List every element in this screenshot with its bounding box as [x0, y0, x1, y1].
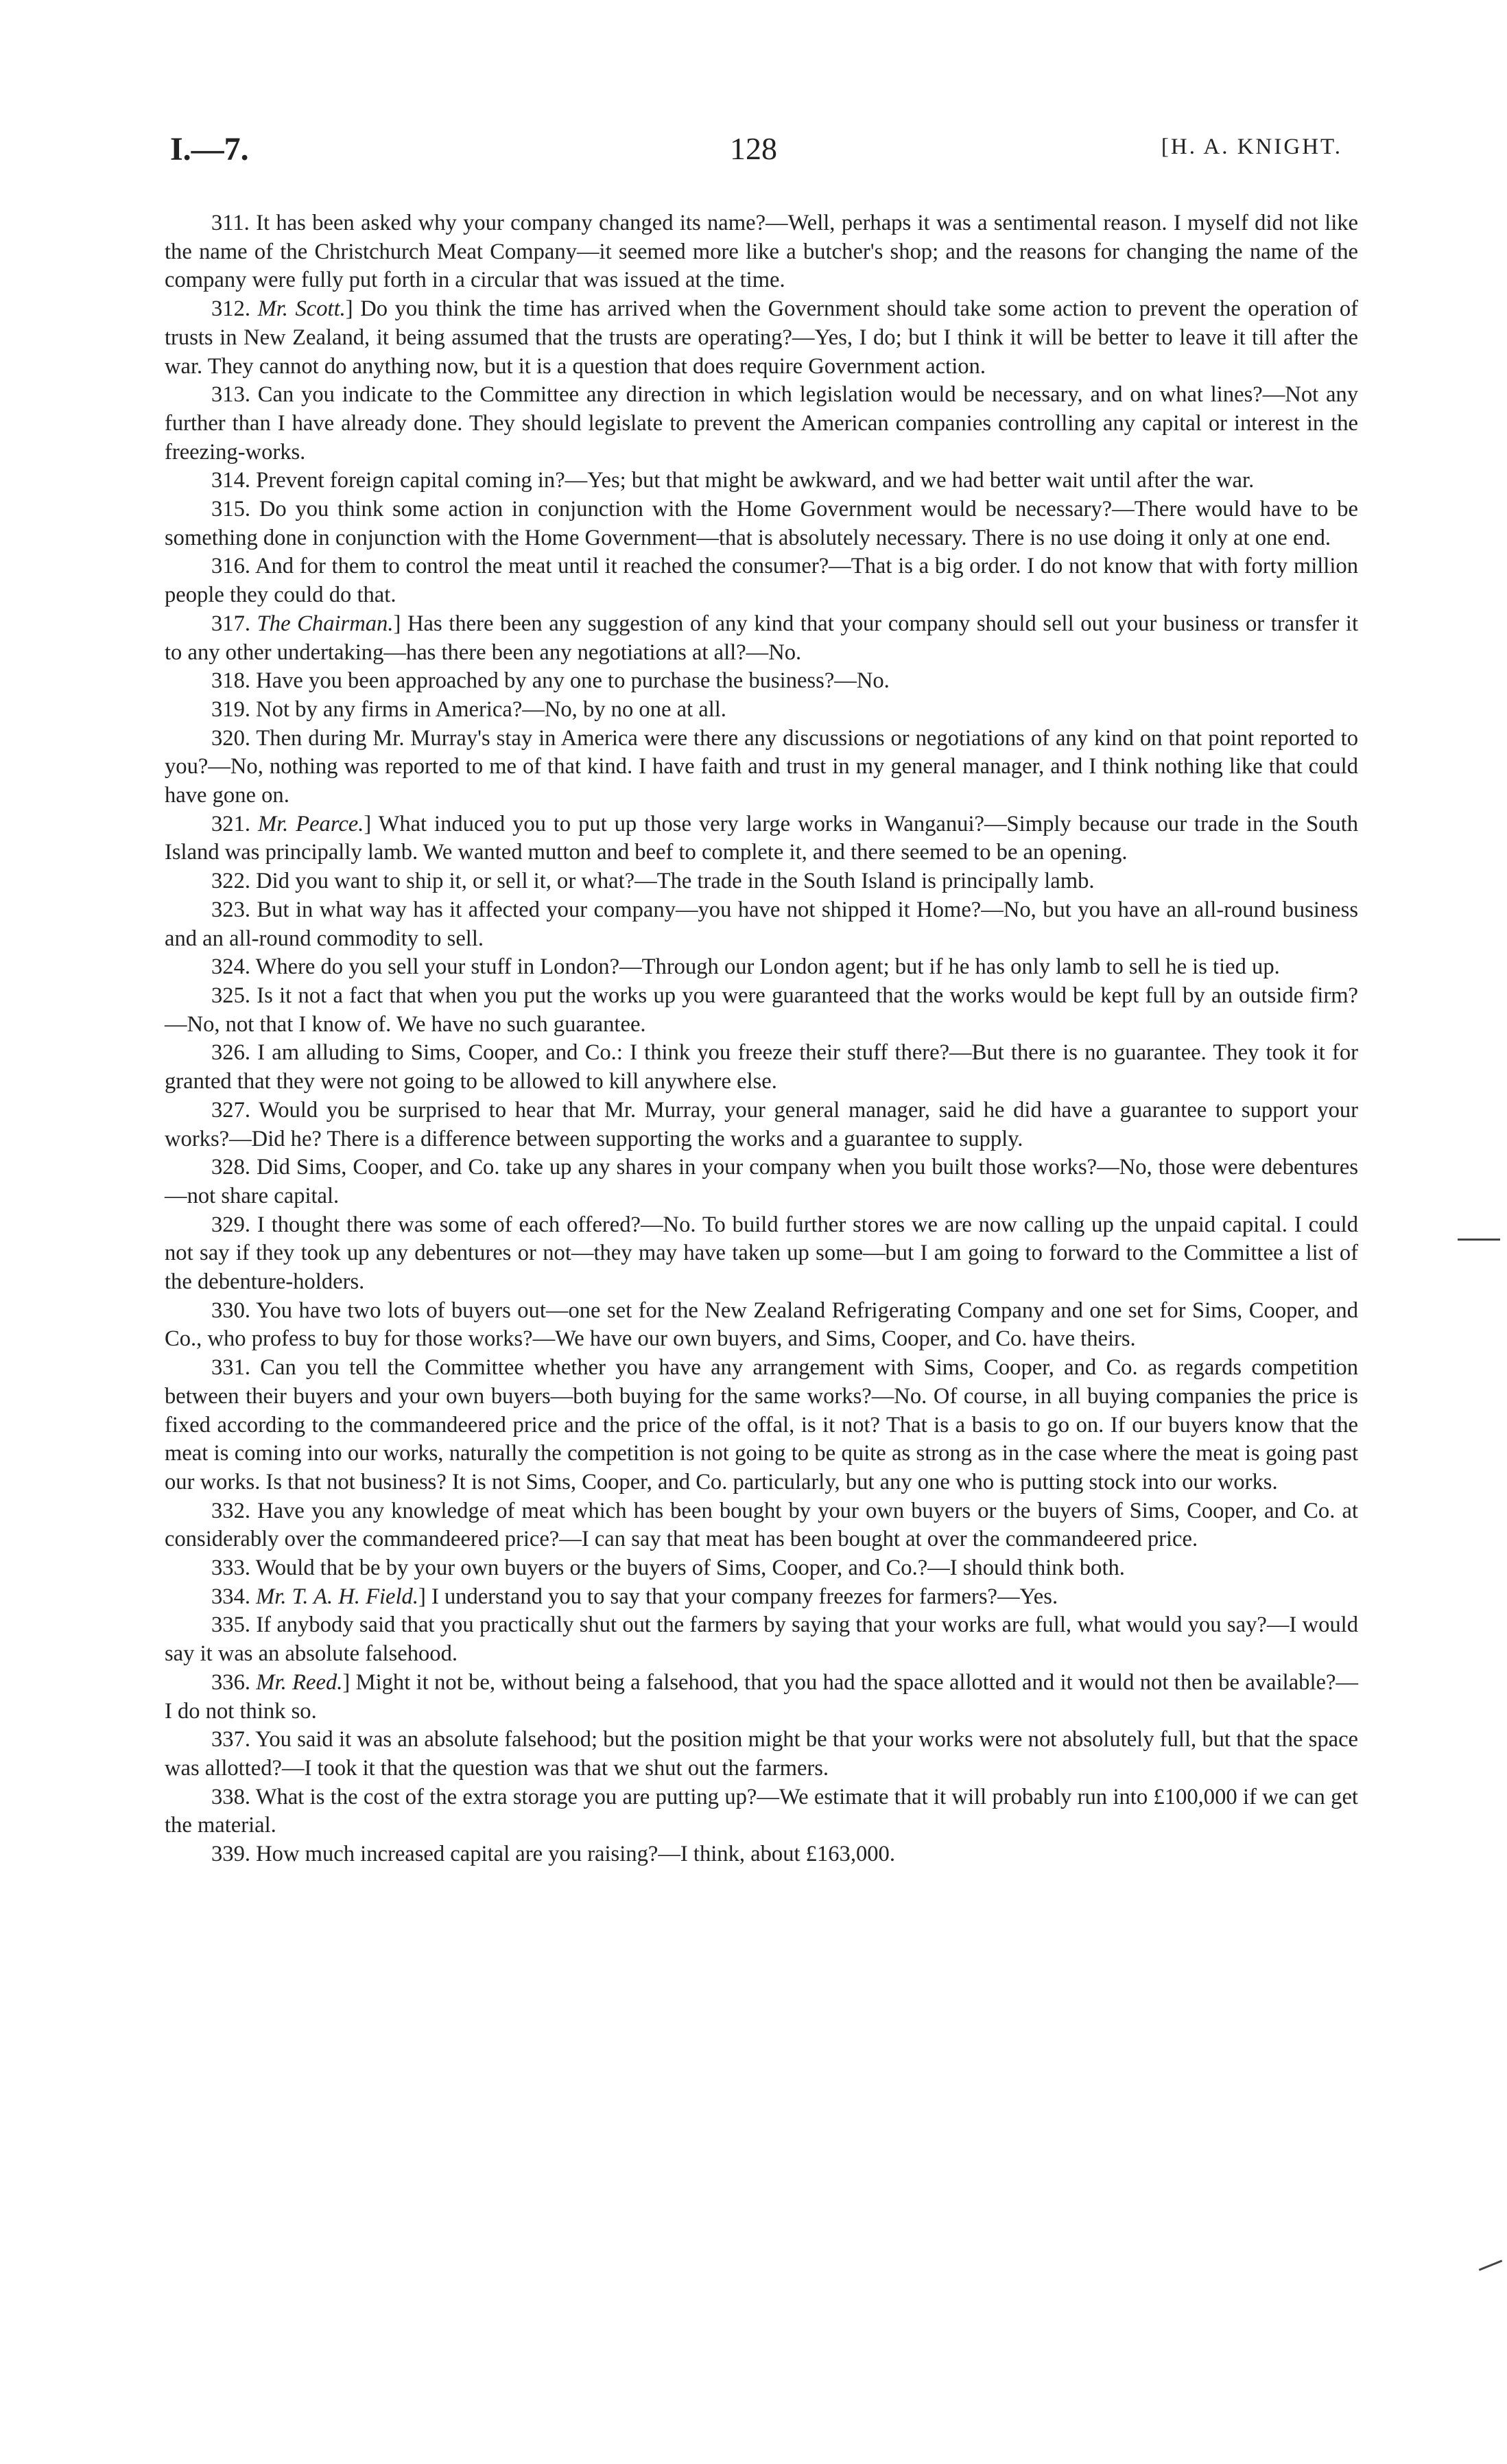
paragraph-321 [165, 810, 1358, 867]
paragraph-body: ] Has there been any suggestion of any kind that your company should sell out your business or transfer it to any other undertaking—has there been any negotiations at all?—No. [165, 611, 1358, 665]
paragraph-323: 323. But in what way has it affected your company—you have not shipped it Home?—No, but you have an all-round business and an all-round commodity to sell. [165, 897, 1358, 951]
paragraph-336 [165, 1669, 1358, 1726]
paragraph-326: 326. I am alluding to Sims, Cooper, and Co.: I think you freeze their stuff there?—But there is no guarantee. They took it for granted that they were not going to be allowed to kill anywhere else. [165, 1040, 1358, 1094]
paragraph-313: 313. Can you indicate to the Committee any direction in which legislation would be necessary, and on what lines?—Not any further than I have already done. They should legislate to prevent the American companies controlling any capital or interest in the freezing-works. [165, 382, 1358, 465]
paragraph-339: 339. How much increased capital are you raising?—I think, about £163,000. [211, 1842, 895, 1867]
question-number: 317. [211, 611, 251, 636]
paragraph-329: 329. I thought there was some of each offered?—No. To build further stores we are now calling up the unpaid capital. I could not say if they took up any debentures or not—they may have taken up some—but I am going to forward to the Committee a list of the debenture-holders. [165, 1212, 1358, 1295]
page-header [165, 130, 1342, 172]
paragraph-324: 324. Where do you sell your stuff in London?—Through our London agent; but if he has only lamb to sell he is tied up. [211, 954, 1280, 980]
paragraph-335: 335. If anybody said that you practically shut out the farmers by saying that your works are full, what would you say?—I would say it was an absolute falsehood. [165, 1612, 1358, 1667]
paragraph-332: 332. Have you any knowledge of meat which has been bought by your own buyers or the buyers of Sims, Cooper, and Co. at considerably over the commandeered price?—I can say that meat has been bought at over the commandeered price. [165, 1498, 1358, 1552]
speaker-name: Mr. T. A. H. Field. [256, 1584, 418, 1609]
paragraph-311: 311. It has been asked why your company changed its name?—Well, perhaps it was a sentimental reason. I myself did not like the name of the Christchurch Meat Company—it seemed more like a butcher's shop; and the reasons for changing the name of the company were fully put forth in a circular that was issued at the time. [165, 211, 1358, 293]
paragraph-317 [165, 610, 1358, 667]
question-number: 312. [211, 296, 251, 322]
paragraph-333: 333. Would that be by your own buyers or the buyers of Sims, Cooper, and Co.?—I should think both. [211, 1556, 1125, 1581]
paragraph-330: 330. You have two lots of buyers out—one set for the New Zealand Refrigerating Company and one set for Sims, Cooper, and Co., who profess to buy for those works?—We have our own buyers, and Sims, Cooper, and Co. have theirs. [165, 1298, 1358, 1352]
paragraph-body: ] I understand you to say that your company freezes for farmers?—Yes. [418, 1584, 1058, 1609]
paragraph-328: 328. Did Sims, Cooper, and Co. take up any shares in your company when you built those works?—No, those were debentures—not share capital. [165, 1155, 1358, 1208]
paragraph-319: 319. Not by any firms in America?—No, by no one at all. [211, 696, 726, 722]
paragraph-338: 338. What is the cost of the extra storage you are putting up?—We estimate that it will probably run into £100,000 if we can get the material. [165, 1784, 1358, 1838]
paragraph-320: 320. Then during Mr. Murray's stay in America were there any discussions or negotiations of any kind on that point reported to you?—No, nothing was reported to me of that kind. I have faith and trust in my general manager, and I think nothing like that could have gone on. [165, 725, 1358, 808]
question-number: 336. [211, 1669, 251, 1695]
paragraph-316: 316. And for them to control the meat until it reached the consumer?—That is a big order. I do not know that with forty million people they could do that. [165, 554, 1358, 608]
paragraph-331: 331. Can you tell the Committee whether you have any arrangement with Sims, Cooper, and Co. as regards competition between their buyers and your own buyers—both buying for the same works?—No. Of course, in all buying companies the price is fixed according to the commandeered price and the price of the offal, is it not? That is a basis to go on. If our buyers know that the meat is coming into our works, naturally the competition is not going to be quite as strong as in the case where the meat is going past our works. Is that not business? It is not Sims, Cooper, and Co. particularly, but any one who is putting stock into our works. [165, 1355, 1358, 1494]
speaker-name: Mr. Scott. [257, 296, 346, 322]
evidence-text [165, 209, 1358, 1869]
paragraph-315: 315. Do you think some action in conjunction with the Home Government would be necessary?—There would have to be something done in conjunction with the Home Government—that is absolutely necessary. There is no use doing it only at one end. [165, 497, 1358, 550]
question-number: 334. [211, 1584, 251, 1609]
paragraph-322: 322. Did you want to ship it, or sell it, or what?—The trade in the South Island is principally lamb. [211, 869, 1095, 894]
paper-reference: I.—7. [170, 131, 249, 167]
paragraph-body: ] Might it not be, without being a falsehood, that you had the space allotted and it would not then be available?—I do not think so. [165, 1669, 1358, 1724]
paragraph-334 [165, 1583, 1358, 1612]
witness-name: [H. A. KNIGHT. [1161, 134, 1342, 159]
paragraph-312 [165, 295, 1358, 381]
paragraph-327: 327. Would you be surprised to hear that Mr. Murray, your general manager, said he did have a guarantee to support your works?—Did he? There is a difference between supporting the works and a guarantee to supply. [165, 1097, 1358, 1151]
speaker-name: Mr. Pearce. [257, 811, 364, 836]
paragraph-325: 325. Is it not a fact that when you put the works up you were guaranteed that the works would be kept full by an outside firm?—No, not that I know of. We have no such guarantee. [165, 983, 1358, 1037]
paragraph-337: 337. You said it was an absolute falsehood; but the position might be that your works were not absolutely full, but that the space was allotted?—I took it that the question was that we shut out the farmers. [165, 1727, 1358, 1781]
speaker-name: Mr. Reed. [256, 1669, 343, 1695]
page-number: 128 [730, 131, 777, 166]
paragraph-body: ] Do you think the time has arrived when the Government should take some action to prevent the operation of trusts in New Zealand, it being assumed that the trusts are operating?—Yes, I do; but I think it will be better to leave it till after the war. They cannot do anything now, but it is a question that does require Government action. [165, 296, 1358, 379]
margin-mark [1458, 1239, 1500, 1241]
paragraph-318: 318. Have you been approached by any one to purchase the business?—No. [211, 668, 890, 694]
question-number: 321. [211, 811, 251, 836]
speaker-name: The Chairman. [257, 611, 394, 636]
paragraph-body: ] What induced you to put up those very large works in Wanganui?—Simply because our trade in the South Island was principally lamb. We wanted mutton and beef to complete it, and there seemed to be an opening. [165, 811, 1358, 865]
paragraph-314: 314. Prevent foreign capital coming in?—Yes; but that might be awkward, and we had better wait until after the war. [211, 468, 1255, 493]
margin-mark [1479, 2260, 1503, 2271]
